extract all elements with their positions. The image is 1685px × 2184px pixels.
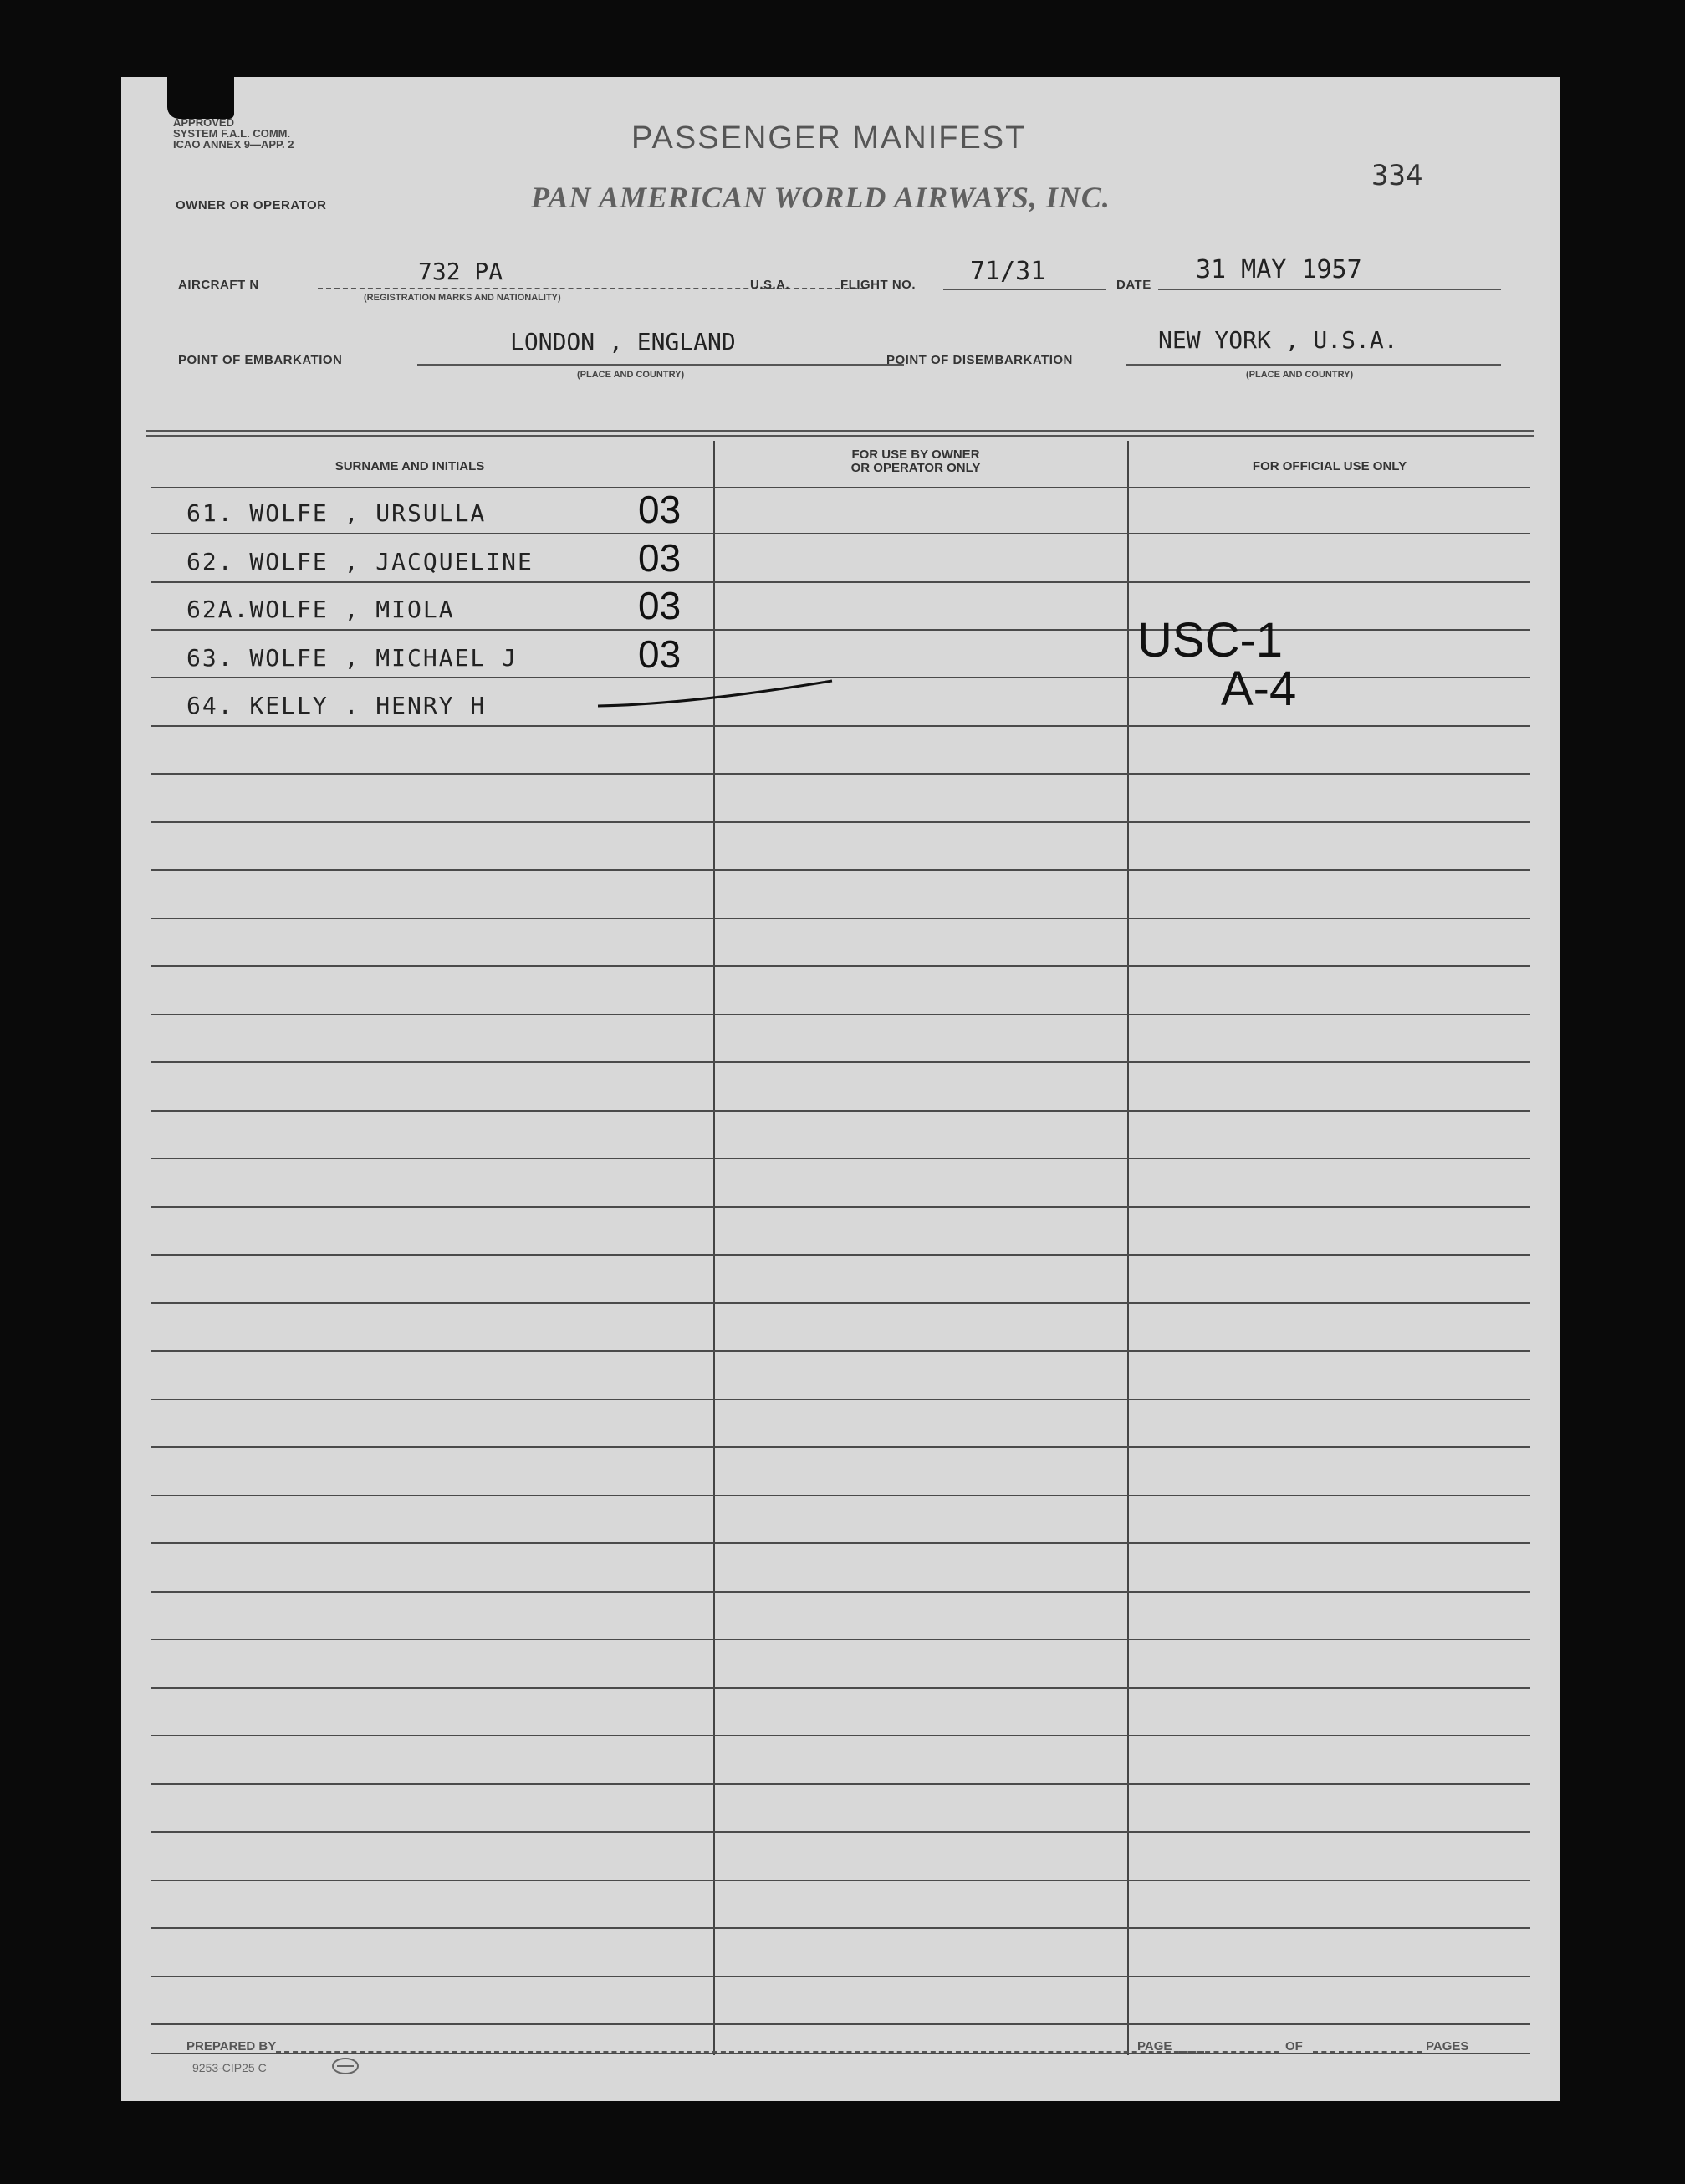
official-note-line: USC-1: [1137, 613, 1284, 667]
passenger-code: 03: [638, 632, 682, 676]
row-rule: [151, 1542, 1530, 1544]
owner-label: OWNER OR OPERATOR: [176, 198, 327, 212]
table-top-rule: [146, 430, 1534, 432]
passenger-entry: 62. WOLFE , JACQUELINE: [186, 548, 534, 575]
registration-label: (REGISTRATION MARKS AND NATIONALITY): [364, 293, 561, 303]
row-rule: [151, 821, 1530, 823]
row-rule: [151, 1880, 1530, 1881]
embarkation-value: LONDON , ENGLAND: [510, 328, 736, 355]
official-note: [1137, 613, 1297, 716]
company-name: PAN AMERICAN WORLD AIRWAYS, INC.: [531, 181, 1111, 214]
row-rule: [151, 869, 1530, 871]
approval-line: APPROVED: [173, 116, 234, 129]
column-header-owner-use: FOR USE BY OWNER OR OPERATOR ONLY: [850, 448, 981, 475]
row-rule: [151, 1687, 1530, 1689]
flight-label: FLIGHT NO.: [840, 278, 916, 292]
column-header-official-use: FOR OFFICIAL USE ONLY: [1252, 459, 1407, 473]
page-label: PAGE: [1137, 2039, 1172, 2054]
passenger-entry: 61. WOLFE , URSULLA: [186, 499, 487, 527]
manifest-sheet: [121, 77, 1560, 2101]
passenger-code: 03: [638, 584, 682, 627]
row-rule: [151, 1350, 1530, 1352]
row-rule: [151, 1302, 1530, 1304]
row-rule: [151, 1735, 1530, 1736]
flight-underline: [943, 289, 1106, 290]
row-rule: [151, 2023, 1530, 2025]
row-rule: [151, 725, 1530, 727]
row-rule: [151, 629, 1530, 631]
page-underline: [1179, 2051, 1279, 2053]
row-rule: [151, 581, 1530, 583]
column-header-surname: SURNAME AND INITIALS: [334, 459, 485, 473]
row-rule: [151, 1927, 1530, 1929]
redaction-mark: [167, 77, 234, 119]
column-divider-2: [1127, 441, 1129, 2055]
row-rule: [151, 1495, 1530, 1496]
row-rule: [151, 965, 1530, 967]
row-rule: [151, 487, 1530, 488]
row-rule: [151, 1399, 1530, 1400]
pages-label: PAGES: [1426, 2039, 1469, 2054]
row-rule: [151, 918, 1530, 919]
date-underline: [1158, 289, 1501, 290]
usa-label: U.S.A.: [750, 278, 790, 292]
date-value: 31 MAY 1957: [1196, 255, 1362, 284]
union-label-icon: [330, 2056, 360, 2076]
page-number: 334: [1371, 159, 1423, 192]
row-rule: [151, 533, 1530, 534]
row-rule: [151, 677, 1530, 678]
row-rule: [151, 1831, 1530, 1833]
row-rule: [151, 1206, 1530, 1208]
prepared-by-label: PREPARED BY: [186, 2039, 277, 2054]
date-label: DATE: [1116, 278, 1151, 292]
page-title: PASSENGER MANIFEST: [631, 120, 1027, 156]
row-rule: [151, 1110, 1530, 1112]
handwritten-line: [590, 671, 840, 713]
embarkation-sublabel: (PLACE AND COUNTRY): [577, 370, 685, 380]
flight-value: 71/31: [970, 257, 1046, 286]
aircraft-label: AIRCRAFT N: [178, 278, 259, 292]
row-rule: [151, 1639, 1530, 1640]
passenger-entry: 64. KELLY . HENRY H: [186, 692, 487, 719]
passenger-entry: 63. WOLFE , MICHAEL J: [186, 644, 518, 672]
passenger-code: 03: [638, 536, 682, 580]
row-rule: [151, 1976, 1530, 1977]
row-rule: [151, 1158, 1530, 1159]
embarkation-underline: [417, 364, 904, 366]
row-rule: [151, 773, 1530, 775]
approval-line: ICAO ANNEX 9—APP. 2: [173, 138, 294, 151]
row-rule: [151, 1783, 1530, 1785]
row-rule: [151, 1061, 1530, 1063]
passenger-entry: 62A.WOLFE , MIOLA: [186, 596, 455, 623]
form-number: 9253-CIP25 C: [192, 2061, 267, 2074]
aircraft-value: 732 PA: [418, 258, 503, 285]
disembarkation-value: NEW YORK , U.S.A.: [1158, 326, 1398, 354]
table-top-rule-2: [146, 435, 1534, 437]
of-underline: [1313, 2051, 1422, 2053]
passenger-code: 03: [638, 488, 682, 531]
row-rule: [151, 1591, 1530, 1593]
embarkation-label: POINT OF EMBARKATION: [178, 353, 343, 367]
approval-line: SYSTEM F.A.L. COMM.: [173, 127, 291, 140]
of-label: OF: [1285, 2039, 1303, 2054]
official-note-line: A-4: [1221, 662, 1297, 716]
row-rule: [151, 1446, 1530, 1448]
disembarkation-sublabel: (PLACE AND COUNTRY): [1246, 370, 1354, 380]
row-rule: [151, 1254, 1530, 1256]
prepared-by-underline: [276, 2051, 1204, 2053]
approval-stamp: [173, 117, 294, 150]
disembarkation-label: POINT OF DISEMBARKATION: [886, 353, 1073, 367]
disembarkation-underline: [1126, 364, 1501, 366]
row-rule: [151, 1014, 1530, 1015]
table-bottom-rule: [151, 2053, 1530, 2054]
